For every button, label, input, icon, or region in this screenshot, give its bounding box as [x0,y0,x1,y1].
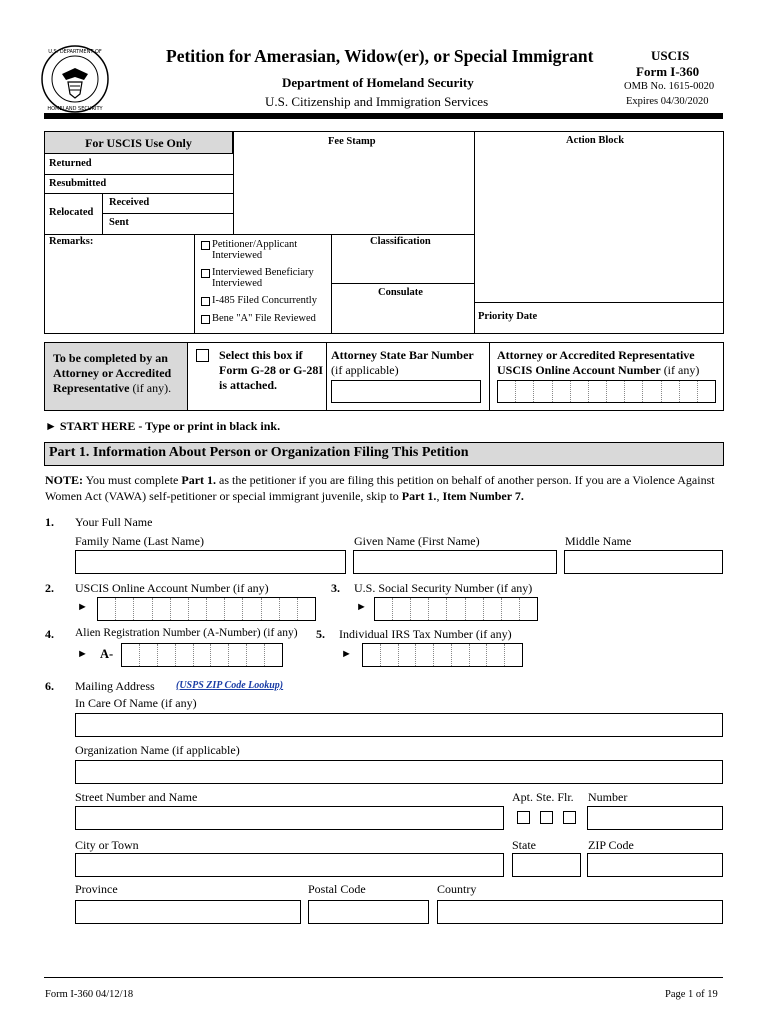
bene-a-file-checkbox[interactable] [201,315,210,324]
mailing-address-label: Mailing Address [75,679,155,693]
interviewed-label: Petitioner/Applicant Interviewed [212,239,298,261]
received-label: Received [109,197,150,208]
office-use-title: For USCIS Use Only [85,136,192,150]
interviewed-beneficiary-checkbox[interactable] [201,269,210,278]
attorney-intro-cell [45,343,188,410]
uscis-acct-label: USCIS Online Account Number (if any) [75,581,269,595]
dhs-seal [40,44,110,114]
number-label: Number [588,790,628,804]
org-name-label: Organization Name (if applicable) [75,743,240,757]
zip-label: ZIP Code [588,838,634,852]
care-of-input[interactable] [75,713,723,737]
sent-label: Sent [109,217,129,228]
interviewed-beneficiary-label: Interviewed Beneficiary Interviewed [212,267,314,289]
uscis-acct-arrow: ► [77,601,88,613]
bar-number-label: Attorney State Bar Number [331,348,474,362]
org-name-input[interactable] [75,760,723,784]
irs-label: Individual IRS Tax Number (if any) [339,627,512,641]
zip-lookup-link[interactable]: (USPS ZIP Code Lookup) [176,680,284,691]
a-number-label: Alien Registration Number (A-Number) (if any) [75,627,298,639]
action-block-label: Action Block [566,135,625,146]
ssn-arrow: ► [356,601,367,613]
bene-a-file-label: Bene "A" File Reviewed [212,313,316,324]
apt-ste-flr-label: Apt. Ste. Flr. [512,790,574,804]
province-label: Province [75,882,118,896]
ssn-label: U.S. Social Security Number (if any) [354,581,533,595]
uscis-acct-attorney-label-wrap [497,348,722,378]
item-3-number: 3. [331,581,340,595]
interviewed-checkbox[interactable] [201,241,210,250]
given-name-label: Given Name (First Name) [354,534,480,548]
form-title: Petition for Amerasian, Widow(er), or Special Immigrant [166,46,594,66]
part1-heading-bar [44,442,724,466]
attorney-uscis-acct-input[interactable] [497,380,716,403]
street-label: Street Number and Name [75,790,198,804]
agency-name: U.S. Citizenship and Immigration Services [265,94,489,109]
attorney-intro: To be completed by an Attorney or Accredited Representative [53,351,172,395]
office-use-block [44,131,724,334]
consulate-label: Consulate [378,287,423,298]
omb-number: OMB No. 1615-0020 [624,81,715,92]
apt-checkbox[interactable] [517,811,530,824]
remarks-label: Remarks: [49,236,94,247]
svg-text:HOMELAND SECURITY: HOMELAND SECURITY [47,106,103,112]
full-name-label: Your Full Name [75,515,153,529]
irs-arrow: ► [341,648,352,660]
header-rule [44,113,723,119]
item-6-number: 6. [45,679,54,693]
attorney-intro-tail: (if any). [129,381,172,395]
a-number-input[interactable] [121,643,283,667]
item-5-number: 5. [316,627,325,641]
state-label: State [512,838,536,852]
a-number-prefix: A- [100,647,114,661]
office-use-title-cell [45,132,233,154]
seal-lettering: U.S. DEPARTMENT OF [48,49,102,55]
page-number: Page 1 of 19 [665,989,718,1000]
middle-name-label: Middle Name [565,534,632,548]
city-label: City or Town [75,838,139,852]
i485-label: I-485 Filed Concurrently [212,295,317,306]
country-label: Country [437,882,477,896]
returned-label: Returned [49,158,92,169]
number-input[interactable] [587,806,723,830]
family-name-input[interactable] [75,550,346,574]
i485-checkbox[interactable] [201,297,210,306]
item-1-number: 1. [45,515,54,529]
uscis-acct-attorney-sub: (if any) [660,363,700,377]
part1-heading: Part 1. Information About Person or Organization Filing This Petition [49,445,469,460]
classification-label: Classification [370,236,431,247]
relocated-label: Relocated [49,207,94,218]
bar-number-input[interactable] [331,380,481,403]
footer-rule [44,977,723,978]
a-number-arrow: ► [77,648,88,660]
country-input[interactable] [437,900,723,924]
ssn-input[interactable] [374,597,538,621]
part1-note: NOTE: You must complete Part 1. as the petitioner if you are filing this petition on behalf of another person. If you are a Violence Against Women Act (VAWA) self-petitioner or special immigrant juvenile, skip to Part 1., Item Number 7. [45,473,715,503]
form-number: Form I-360 [636,64,700,79]
ste-checkbox[interactable] [540,811,553,824]
given-name-input[interactable] [353,550,557,574]
resubmitted-label: Resubmitted [49,178,107,189]
expiration-date: Expires 04/30/2020 [626,96,709,107]
family-name-label: Family Name (Last Name) [75,534,204,548]
item-2-number: 2. [45,581,54,595]
department-name: Department of Homeland Security [282,75,474,90]
fee-stamp-label: Fee Stamp [328,136,376,147]
flr-checkbox[interactable] [563,811,576,824]
priority-date-label: Priority Date [478,311,538,322]
city-input[interactable] [75,853,504,877]
item-4-number: 4. [45,627,54,641]
care-of-label: In Care Of Name (if any) [75,696,197,710]
province-input[interactable] [75,900,301,924]
g28-checkbox[interactable] [196,349,209,362]
uscis-label: USCIS [651,48,690,63]
uscis-acct-input[interactable] [97,597,316,621]
postal-code-input[interactable] [308,900,429,924]
street-input[interactable] [75,806,504,830]
zip-input[interactable] [587,853,723,877]
g28-label: Select this box if Form G-28 or G-28I is attached. [219,348,324,392]
irs-input[interactable] [362,643,523,667]
middle-name-input[interactable] [564,550,723,574]
start-here: ► START HERE - Type or print in black ink. [45,419,281,433]
state-select[interactable] [512,853,581,877]
uscis-acct-attorney-label: Attorney or Accredited Representative USCIS Online Account Number [497,348,695,377]
postal-code-label: Postal Code [308,882,366,896]
bar-number-sub: (if applicable) [331,363,399,377]
form-edition: Form I-360 04/12/18 [45,989,134,1000]
